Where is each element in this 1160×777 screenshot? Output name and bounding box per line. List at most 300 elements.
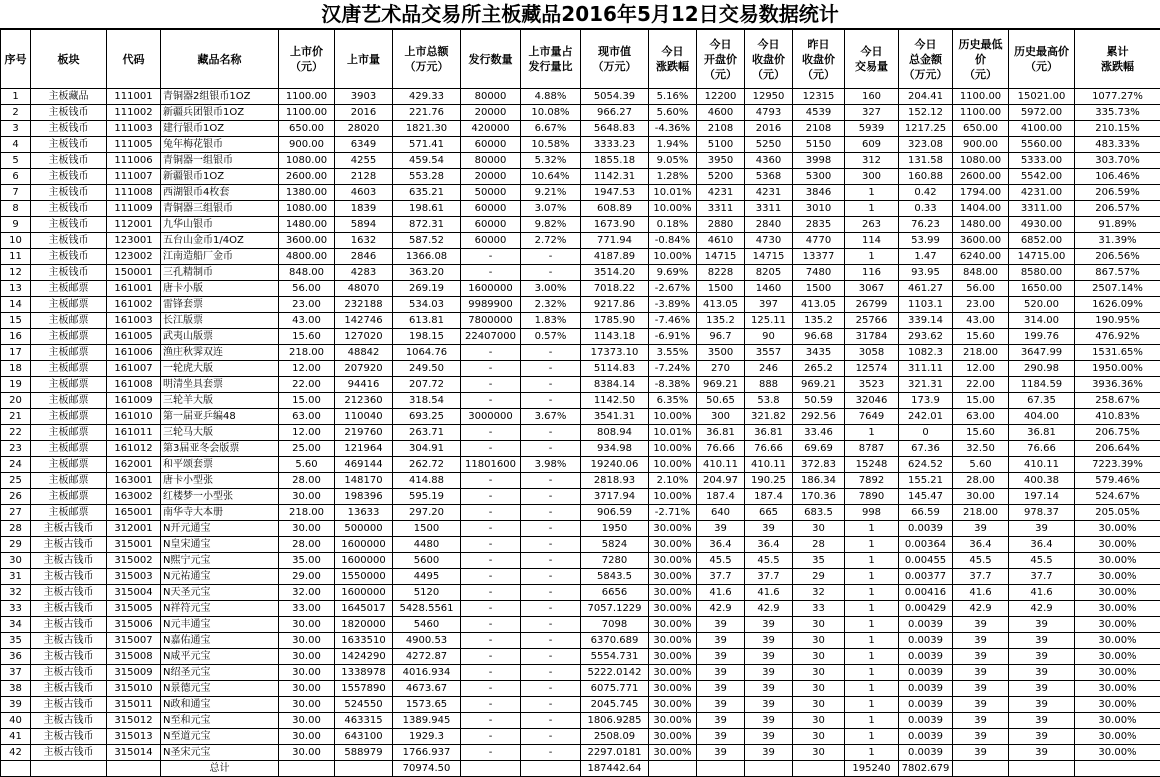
table-cell: 27 — [1, 505, 31, 521]
table-cell: 10.00% — [649, 201, 697, 217]
table-cell: 10.64% — [521, 169, 581, 185]
table-cell: 5894 — [335, 217, 393, 233]
table-cell: 4231.00 — [1009, 185, 1075, 201]
table-cell: 0.18% — [649, 217, 697, 233]
table-cell: 520.00 — [1009, 297, 1075, 313]
table-cell: 20000 — [461, 169, 521, 185]
table-cell: 315003 — [107, 569, 161, 585]
table-cell: 469144 — [335, 457, 393, 473]
table-cell: 112001 — [107, 217, 161, 233]
table-cell: 48070 — [335, 281, 393, 297]
table-cell: 269.19 — [393, 281, 461, 297]
table-cell: 38 — [1, 681, 31, 697]
column-header: 今日 收盘价 （元） — [745, 30, 793, 89]
column-header: 今日 开盘价 （元） — [697, 30, 745, 89]
table-cell: 190.95% — [1075, 313, 1160, 329]
table-cell: 410.83% — [1075, 409, 1160, 425]
table-cell: 206.64% — [1075, 441, 1160, 457]
table-cell: 24 — [1, 457, 31, 473]
table-cell: 30 — [793, 665, 845, 681]
table-cell: 3311 — [697, 201, 745, 217]
table-cell: -2.71% — [649, 505, 697, 521]
table-cell: 4793 — [745, 105, 793, 121]
table-cell: - — [461, 441, 521, 457]
table-cell: 3.55% — [649, 345, 697, 361]
table-cell: 76.66 — [697, 441, 745, 457]
table-cell: 3058 — [845, 345, 899, 361]
table-cell: 693.25 — [393, 409, 461, 425]
table-cell: 3311.00 — [1009, 201, 1075, 217]
table-cell: 1082.3 — [899, 345, 953, 361]
table-cell: 10.01% — [649, 425, 697, 441]
table-cell: 1.28% — [649, 169, 697, 185]
table-cell: 206.56% — [1075, 249, 1160, 265]
table-cell: 0.0039 — [899, 649, 953, 665]
table-cell: N熙宁元宝 — [161, 553, 279, 569]
column-header: 代码 — [107, 30, 161, 89]
table-cell: - — [521, 553, 581, 569]
table-cell: 30 — [793, 745, 845, 761]
table-cell: 主板钱币 — [31, 169, 107, 185]
table-cell: 0.0039 — [899, 633, 953, 649]
table-cell: 242.01 — [899, 409, 953, 425]
table-cell: 21 — [1, 409, 31, 425]
table-cell: 31.39% — [1075, 233, 1160, 249]
table-cell: 主板邮票 — [31, 377, 107, 393]
table-cell: 1821.30 — [393, 121, 461, 137]
table-cell: - — [521, 729, 581, 745]
table-cell: 4539 — [793, 105, 845, 121]
table-cell: 1766.937 — [393, 745, 461, 761]
table-cell: 8205 — [745, 265, 793, 281]
table-cell: 1600000 — [335, 537, 393, 553]
table-cell: 唐卡小版 — [161, 281, 279, 297]
table-cell: 1929.3 — [393, 729, 461, 745]
table-cell: 30.00% — [649, 521, 697, 537]
table-cell: 1404.00 — [953, 201, 1009, 217]
table-cell: 969.21 — [697, 377, 745, 393]
table-cell: 36.4 — [953, 537, 1009, 553]
table-cell: - — [521, 361, 581, 377]
total-cell: 195240 — [845, 761, 899, 777]
table-cell: 5150 — [793, 137, 845, 153]
table-row — [1, 233, 1160, 249]
table-cell: 30.00% — [649, 745, 697, 761]
column-header: 昨日 收盘价 （元） — [793, 30, 845, 89]
table-cell: 186.34 — [793, 473, 845, 489]
table-cell: 5222.0142 — [581, 665, 649, 681]
table-cell: 新疆银币1OZ — [161, 169, 279, 185]
table-cell: 1 — [845, 617, 899, 633]
table-cell: 39 — [1009, 521, 1075, 537]
table-cell: 3010 — [793, 201, 845, 217]
table-cell: 1650.00 — [1009, 281, 1075, 297]
table-cell: 33.00 — [279, 601, 335, 617]
table-row — [1, 617, 1160, 633]
table-cell: 0.00377 — [899, 569, 953, 585]
table-cell: 1389.945 — [393, 713, 461, 729]
table-cell: 190.25 — [745, 473, 793, 489]
table-cell: 315013 — [107, 729, 161, 745]
table-cell: 111001 — [107, 89, 161, 105]
table-cell: 30 — [793, 681, 845, 697]
table-cell: 30.00% — [649, 553, 697, 569]
table-cell: 主板钱币 — [31, 185, 107, 201]
table-cell: 60000 — [461, 201, 521, 217]
table-cell: 571.41 — [393, 137, 461, 153]
table-cell: 13377 — [793, 249, 845, 265]
table-cell: 12.00 — [953, 361, 1009, 377]
table-cell: 1143.18 — [581, 329, 649, 345]
table-cell: 198.61 — [393, 201, 461, 217]
table-cell: - — [461, 681, 521, 697]
table-cell: 5368 — [745, 169, 793, 185]
table-row — [1, 489, 1160, 505]
table-cell: 36 — [1, 649, 31, 665]
table-cell: 45.5 — [745, 553, 793, 569]
table-cell: 0.0039 — [899, 665, 953, 681]
table-cell: 67.35 — [1009, 393, 1075, 409]
table-cell: 1 — [845, 425, 899, 441]
table-cell: 江南造船厂金币 — [161, 249, 279, 265]
table-cell: - — [461, 249, 521, 265]
table-cell: 30.00% — [1075, 681, 1160, 697]
table-cell: 10.01% — [649, 185, 697, 201]
table-cell: 39 — [745, 617, 793, 633]
table-cell: 635.21 — [393, 185, 461, 201]
table-cell: 8384.14 — [581, 377, 649, 393]
table-cell: 410.11 — [1009, 457, 1075, 473]
table-cell: 110040 — [335, 409, 393, 425]
table-cell: 3998 — [793, 153, 845, 169]
table-cell: 34 — [1, 617, 31, 633]
table-cell: 2108 — [793, 121, 845, 137]
table-cell: 998 — [845, 505, 899, 521]
table-cell: 1645017 — [335, 601, 393, 617]
table-cell: 1217.25 — [899, 121, 953, 137]
table-cell: 161009 — [107, 393, 161, 409]
table-cell: 125.11 — [745, 313, 793, 329]
table-cell: 30 — [793, 649, 845, 665]
table-cell: - — [521, 697, 581, 713]
table-cell: 4100.00 — [1009, 121, 1075, 137]
table-cell: 321.82 — [745, 409, 793, 425]
table-cell: 2016 — [335, 105, 393, 121]
table-cell: 1 — [845, 713, 899, 729]
table-cell: 5824 — [581, 537, 649, 553]
table-cell: 30 — [793, 521, 845, 537]
table-row — [1, 361, 1160, 377]
table-cell: 39 — [697, 745, 745, 761]
table-row — [1, 649, 1160, 665]
table-cell: 1338978 — [335, 665, 393, 681]
table-cell: 37.7 — [745, 569, 793, 585]
table-cell: 170.36 — [793, 489, 845, 505]
table-cell: 161007 — [107, 361, 161, 377]
table-cell: - — [521, 521, 581, 537]
table-cell: 2016 — [745, 121, 793, 137]
table-cell: 315007 — [107, 633, 161, 649]
table-cell: 2508.09 — [581, 729, 649, 745]
table-cell: 8787 — [845, 441, 899, 457]
table-cell: 1 — [845, 633, 899, 649]
table-cell: 587.52 — [393, 233, 461, 249]
table-cell: 315008 — [107, 649, 161, 665]
table-cell: 4930.00 — [1009, 217, 1075, 233]
table-cell: 主板钱币 — [31, 265, 107, 281]
table-cell: 12574 — [845, 361, 899, 377]
table-cell: - — [461, 553, 521, 569]
table-cell: 808.94 — [581, 425, 649, 441]
table-cell: 30.00% — [1075, 553, 1160, 569]
table-cell: 315001 — [107, 537, 161, 553]
column-header: 今日 交易量 — [845, 30, 899, 89]
table-cell: 1531.65% — [1075, 345, 1160, 361]
table-cell: 39 — [1009, 681, 1075, 697]
table-cell: 30.00% — [649, 633, 697, 649]
table-cell: 主板邮票 — [31, 409, 107, 425]
table-cell: 41.6 — [697, 585, 745, 601]
table-cell: 第一届亚乒编48 — [161, 409, 279, 425]
table-cell: 6370.689 — [581, 633, 649, 649]
table-cell: 1480.00 — [279, 217, 335, 233]
table-cell: 94416 — [335, 377, 393, 393]
table-cell: 3903 — [335, 89, 393, 105]
table-cell: 66.59 — [899, 505, 953, 521]
table-cell: 3.98% — [521, 457, 581, 473]
total-cell — [649, 761, 697, 777]
table-cell: 63.00 — [279, 409, 335, 425]
table-cell: 934.98 — [581, 441, 649, 457]
table-cell: 30.00 — [279, 713, 335, 729]
table-cell: N至道元宝 — [161, 729, 279, 745]
table-cell: 3500 — [697, 345, 745, 361]
table-cell: 10.08% — [521, 105, 581, 121]
table-cell: 7057.1229 — [581, 601, 649, 617]
table-cell: 0.00416 — [899, 585, 953, 601]
table-cell: 6240.00 — [953, 249, 1009, 265]
table-cell: 1.47 — [899, 249, 953, 265]
table-cell: 35.00 — [279, 553, 335, 569]
table-cell: 31784 — [845, 329, 899, 345]
table-cell: 0.0039 — [899, 729, 953, 745]
table-cell: 39 — [953, 521, 1009, 537]
table-cell: 1 — [845, 537, 899, 553]
table-cell: 5554.731 — [581, 649, 649, 665]
table-cell: 270 — [697, 361, 745, 377]
table-cell: 36.4 — [745, 537, 793, 553]
table-cell: 207920 — [335, 361, 393, 377]
table-cell: 2600.00 — [953, 169, 1009, 185]
table-cell: 397 — [745, 297, 793, 313]
table-cell: 28.00 — [953, 473, 1009, 489]
table-cell: 主板古钱币 — [31, 537, 107, 553]
table-cell: 三孔精制币 — [161, 265, 279, 281]
table-cell: 187.4 — [745, 489, 793, 505]
table-cell: 314.00 — [1009, 313, 1075, 329]
table-cell: 152.12 — [899, 105, 953, 121]
table-cell: 318.54 — [393, 393, 461, 409]
table-cell: 1557890 — [335, 681, 393, 697]
table-cell: 111009 — [107, 201, 161, 217]
table-row — [1, 249, 1160, 265]
table-cell: 0.0039 — [899, 681, 953, 697]
table-cell: 2840 — [745, 217, 793, 233]
table-cell: 5542.00 — [1009, 169, 1075, 185]
table-cell: 9989900 — [461, 297, 521, 313]
table-row — [1, 137, 1160, 153]
table-cell: 1500 — [697, 281, 745, 297]
table-cell: 26 — [1, 489, 31, 505]
table-cell: 39 — [1009, 665, 1075, 681]
table-cell: 41.6 — [953, 585, 1009, 601]
table-cell: 121964 — [335, 441, 393, 457]
table-cell: 5.32% — [521, 153, 581, 169]
table-cell: 249.50 — [393, 361, 461, 377]
table-cell: 37.7 — [953, 569, 1009, 585]
column-header: 今日 总金额 （万元） — [899, 30, 953, 89]
table-cell: 武夷山版票 — [161, 329, 279, 345]
table-cell: 30.00 — [279, 697, 335, 713]
table-row — [1, 425, 1160, 441]
table-cell: 311.11 — [899, 361, 953, 377]
table-cell: 204.97 — [697, 473, 745, 489]
table-cell: 1 — [845, 521, 899, 537]
table-cell: 5250 — [745, 137, 793, 153]
table-cell: 48842 — [335, 345, 393, 361]
table-cell: 30.00% — [649, 665, 697, 681]
table-cell: 30 — [793, 617, 845, 633]
table-cell: 2045.745 — [581, 697, 649, 713]
table-cell: 22407000 — [461, 329, 521, 345]
table-cell: - — [521, 585, 581, 601]
table-row — [1, 329, 1160, 345]
table-cell: 8228 — [697, 265, 745, 281]
table-cell: 30.00 — [279, 729, 335, 745]
total-cell — [793, 761, 845, 777]
table-cell: 323.08 — [899, 137, 953, 153]
table-cell: 28 — [1, 521, 31, 537]
column-header: 累计 涨跌幅 — [1075, 30, 1160, 89]
table-cell: 1600000 — [461, 281, 521, 297]
table-cell: 123001 — [107, 233, 161, 249]
table-cell: 39 — [745, 713, 793, 729]
table-cell: 39 — [1009, 729, 1075, 745]
table-cell: - — [461, 617, 521, 633]
table-cell: 0.00429 — [899, 601, 953, 617]
table-cell: 4900.53 — [393, 633, 461, 649]
table-cell: 三轮马大版 — [161, 425, 279, 441]
table-cell: 96.7 — [697, 329, 745, 345]
table-cell: 41.6 — [745, 585, 793, 601]
table-cell: 主板钱币 — [31, 201, 107, 217]
table-cell: 32.50 — [953, 441, 1009, 457]
table-cell: 5.60% — [649, 105, 697, 121]
table-cell: 30.00% — [1075, 633, 1160, 649]
table-cell: 9217.86 — [581, 297, 649, 313]
table-cell: 410.11 — [697, 457, 745, 473]
table-cell: - — [521, 537, 581, 553]
table-cell: 1600000 — [335, 553, 393, 569]
table-cell: 6.67% — [521, 121, 581, 137]
table-cell: 42 — [1, 745, 31, 761]
table-cell: 22 — [1, 425, 31, 441]
table-cell: 111003 — [107, 121, 161, 137]
table-cell: 39 — [1009, 697, 1075, 713]
table-cell: 主板古钱币 — [31, 681, 107, 697]
table-cell: 10.00% — [649, 409, 697, 425]
table-cell: 1103.1 — [899, 297, 953, 313]
table-cell: 33 — [1, 601, 31, 617]
table-cell: 主板古钱币 — [31, 745, 107, 761]
table-cell: 5200 — [697, 169, 745, 185]
table-cell: 3541.31 — [581, 409, 649, 425]
table-cell: 主板钱币 — [31, 137, 107, 153]
table-cell: 主板邮票 — [31, 505, 107, 521]
table-cell: 165001 — [107, 505, 161, 521]
table-cell: 161008 — [107, 377, 161, 393]
table-cell: 20 — [1, 393, 31, 409]
table-cell: 135.2 — [697, 313, 745, 329]
table-cell: 5648.83 — [581, 121, 649, 137]
table-cell: 321.31 — [899, 377, 953, 393]
table-cell: 4272.87 — [393, 649, 461, 665]
table-cell: 4360 — [745, 153, 793, 169]
table-cell: 20000 — [461, 105, 521, 121]
table-cell: 9.69% — [649, 265, 697, 281]
table-cell: N祥符元宝 — [161, 601, 279, 617]
table-row — [1, 713, 1160, 729]
table-cell: 主板钱币 — [31, 249, 107, 265]
table-cell: 30.00% — [649, 537, 697, 553]
table-cell: 15.00 — [953, 393, 1009, 409]
table-cell: - — [461, 697, 521, 713]
table-cell: 41 — [1, 729, 31, 745]
table-cell: 0.0039 — [899, 617, 953, 633]
table-cell: 40 — [1, 713, 31, 729]
table-cell: 15.60 — [953, 425, 1009, 441]
table-cell: 主板藏品 — [31, 89, 107, 105]
table-row — [1, 585, 1160, 601]
table-cell: 640 — [697, 505, 745, 521]
table-cell: 36.81 — [1009, 425, 1075, 441]
table-cell: 3.67% — [521, 409, 581, 425]
table-cell: 524.67% — [1075, 489, 1160, 505]
table-cell: 162001 — [107, 457, 161, 473]
table-cell: 1 — [845, 585, 899, 601]
table-cell: 39 — [745, 745, 793, 761]
table-cell: 290.98 — [1009, 361, 1075, 377]
table-row — [1, 441, 1160, 457]
table-cell: 161005 — [107, 329, 161, 345]
table-cell: 5600 — [393, 553, 461, 569]
table-cell: 17373.10 — [581, 345, 649, 361]
table-cell: N元丰通宝 — [161, 617, 279, 633]
table-cell: 30.00 — [279, 521, 335, 537]
table-cell: 588979 — [335, 745, 393, 761]
column-header: 发行数量 — [461, 30, 521, 89]
table-cell: -7.24% — [649, 361, 697, 377]
table-cell: 2108 — [697, 121, 745, 137]
table-cell: - — [461, 601, 521, 617]
table-cell: 1550000 — [335, 569, 393, 585]
table-cell: 900.00 — [953, 137, 1009, 153]
table-cell: 主板古钱币 — [31, 665, 107, 681]
table-cell: 主板邮票 — [31, 457, 107, 473]
table-cell: 主板古钱币 — [31, 553, 107, 569]
table-cell: N嘉佑通宝 — [161, 633, 279, 649]
table-cell: 30.00% — [649, 697, 697, 713]
